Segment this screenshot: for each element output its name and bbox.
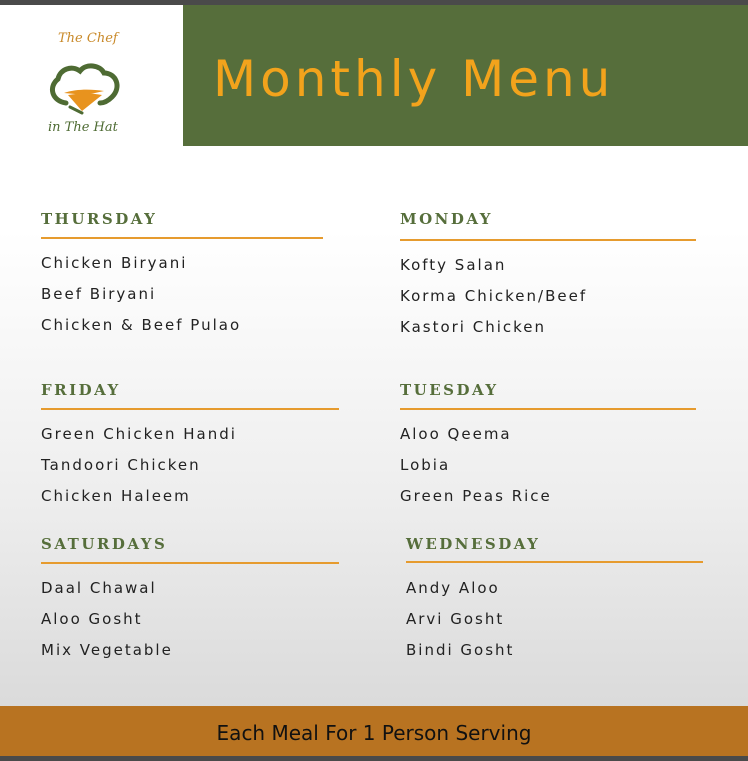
footer-bar — [0, 706, 748, 756]
menu-item: Kofty Salan — [400, 256, 507, 274]
divider — [400, 408, 696, 410]
menu-item: Tandoori Chicken — [41, 456, 201, 474]
day-heading-wednesday: WEDNESDAY — [406, 535, 541, 553]
day-heading-monday: MONDAY — [400, 210, 493, 228]
divider — [41, 408, 339, 410]
menu-item: Chicken & Beef Pulao — [41, 316, 242, 334]
divider — [41, 562, 339, 564]
menu-item: Aloo Qeema — [400, 425, 512, 443]
menu-item: Chicken Biryani — [41, 254, 188, 272]
menu-item: Korma Chicken/Beef — [400, 287, 588, 305]
divider — [406, 561, 703, 563]
menu-item: Lobia — [400, 456, 451, 474]
footer-text: Each Meal For 1 Person Serving — [216, 721, 532, 745]
menu-item: Chicken Haleem — [41, 487, 191, 505]
logo — [0, 5, 183, 146]
divider — [41, 237, 323, 239]
menu-item: Aloo Gosht — [41, 610, 143, 628]
header-banner — [183, 5, 748, 146]
logo-bottom-text: in The Hat — [48, 120, 118, 135]
menu-item: Arvi Gosht — [406, 610, 505, 628]
divider — [400, 239, 696, 241]
menu-item: Green Peas Rice — [400, 487, 552, 505]
day-heading-friday: FRIDAY — [41, 381, 121, 399]
menu-page — [0, 5, 748, 756]
day-heading-tuesday: TUESDAY — [400, 381, 499, 399]
menu-item: Mix Vegetable — [41, 641, 173, 659]
menu-item: Andy Aloo — [406, 579, 500, 597]
page-title: Monthly Menu — [213, 50, 615, 108]
chef-hat-icon — [46, 59, 122, 117]
day-heading-thursday: THURSDAY — [41, 210, 158, 228]
menu-item: Green Chicken Handi — [41, 425, 237, 443]
menu-item: Beef Biryani — [41, 285, 157, 303]
logo-top-text: The Chef — [58, 31, 118, 46]
day-heading-saturdays: SATURDAYS — [41, 535, 168, 553]
menu-item: Daal Chawal — [41, 579, 157, 597]
menu-item: Kastori Chicken — [400, 318, 547, 336]
menu-item: Bindi Gosht — [406, 641, 515, 659]
